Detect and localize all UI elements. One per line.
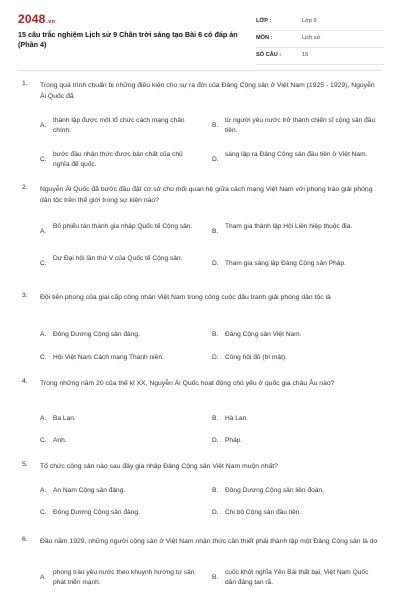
meta-value: Lịch sử xyxy=(302,35,321,41)
option-letter: A. xyxy=(40,487,47,494)
option-text: Bỏ phiếu tán thành gia nhập Quốc tế Cộng sản. xyxy=(53,223,193,230)
meta-row-subject xyxy=(256,31,384,48)
option-text: Đông Dương Cộng sản đảng. xyxy=(53,509,140,516)
question-number: 5. xyxy=(22,461,28,468)
meta-label: SỐ CÂU : xyxy=(256,52,282,58)
option-text: Tham gia sáng lập Đảng Cộng sản Pháp. xyxy=(225,260,346,267)
option-letter: C. xyxy=(40,509,47,516)
option-text: Đảng Cộng sản Việt Nam. xyxy=(225,331,302,338)
option-letter: C. xyxy=(40,437,47,444)
option-text: thành lập được một tổ chức cách mạng chân chính. xyxy=(53,117,185,134)
option-text: Hà Lan. xyxy=(225,415,249,422)
option-text: cuộc khởi nghĩa Yên Bái thất bại, Việt Nam Quốc dân đảng tan rã. xyxy=(225,569,369,586)
header-divider xyxy=(18,70,382,71)
option-text: Anh. xyxy=(53,437,67,444)
question-text: Nguyễn Ái Quốc đã bước đầu đặt cơ sở cho mối quan hệ giữa cách mạng Việt Nam với phong trào giải phóng dân tộc trên thế giới trong sự kiện nào? xyxy=(40,186,373,204)
question-text: Trong những năm 20 của thế kỉ XX, Nguyễn Ái Quốc hoạt động chủ yếu ở quốc gia châu Âu nào? xyxy=(40,380,335,387)
document-header xyxy=(18,10,384,62)
option-letter: A. xyxy=(40,122,47,129)
question-number: 6. xyxy=(22,536,28,543)
meta-panel xyxy=(256,14,384,65)
question-text: Tổ chức cộng sản nào sau đây gia nhập Đảng Cộng sản Việt Nam muộn nhất? xyxy=(40,463,278,470)
option-letter: B. xyxy=(212,331,219,338)
option-letter: D. xyxy=(212,509,219,516)
option-text: phong trào yêu nước theo khuynh hướng tư sản phát triển mạnh. xyxy=(53,569,195,586)
logo-main: 2048 xyxy=(18,12,46,26)
document-title: 15 câu trắc nghiệm Lịch sử 9 Chân trời sáng tạo Bài 6 có đáp án (Phần 4) xyxy=(18,30,238,49)
option-text: Công hội đỏ (bí mật). xyxy=(225,354,287,361)
option-letter: A. xyxy=(40,415,47,422)
meta-value: Lớp 9 xyxy=(302,18,317,24)
option-text: từ người yêu nước trở thành chiến sĩ cộng sản đầu tiên. xyxy=(225,117,376,134)
option-letter: B. xyxy=(212,487,219,494)
option-text: Pháp. xyxy=(225,437,243,444)
option-letter: D. xyxy=(212,437,219,444)
option-text: Dự Đại hội lần thứ V của Quốc tế Cộng sản. xyxy=(53,255,183,262)
option-letter: A. xyxy=(40,574,47,581)
meta-row-class xyxy=(256,14,384,31)
option-text: Hội Việt Nam Cách mạng Thanh niên. xyxy=(53,354,164,361)
option-letter: D. xyxy=(212,156,219,163)
option-letter: A. xyxy=(40,228,47,235)
option-text: Đông Dương Cộng sản liên đoàn. xyxy=(225,487,324,494)
question-text: Trong quá trình chuẩn bị những điều kiện cho sự ra đời của Đảng Cộng sản ở Việt Nam (1925 - 1929), Nguyễn Ái Quốc đã xyxy=(40,82,375,100)
question-number: 3. xyxy=(22,292,28,299)
meta-label: LỚP : xyxy=(256,18,272,24)
option-letter: A. xyxy=(40,331,47,338)
option-letter: D. xyxy=(212,260,219,267)
question-text: Đội tiên phong của giai cấp công nhân Việt Nam trong công cuộc đấu tranh giải phóng dân tộc là xyxy=(40,294,331,301)
option-letter: D. xyxy=(212,354,219,361)
option-letter: B. xyxy=(212,228,219,235)
option-letter: C. xyxy=(40,354,47,361)
option-text: bước đầu nhận thức được bản chất của chủ nghĩa đế quốc. xyxy=(53,151,183,168)
option-text: Đông Dương Cộng sản đảng. xyxy=(53,331,140,338)
logo-suffix: .vn xyxy=(46,19,56,25)
option-letter: B. xyxy=(212,415,219,422)
question-number: 4. xyxy=(22,378,28,385)
option-text: Tham gia thành lập Hội Liên hiệp thuộc địa. xyxy=(225,223,353,230)
site-logo[interactable] xyxy=(18,12,55,26)
meta-label: MÔN : xyxy=(256,35,273,41)
meta-value: 15 xyxy=(302,52,309,58)
option-text: Ba Lan. xyxy=(53,415,76,422)
option-letter: C. xyxy=(40,260,47,267)
option-text: An Nam Cộng sản đảng. xyxy=(53,487,126,494)
option-letter: B. xyxy=(212,122,219,129)
question-number: 1. xyxy=(22,80,28,87)
option-text: Chi bộ Cộng sản đầu tiên. xyxy=(225,509,302,516)
option-text: sáng lập ra Đảng Cộng sản đầu tiên ở Việt Nam. xyxy=(225,151,368,158)
option-letter: B. xyxy=(212,574,219,581)
question-text: Đầu năm 1929, những người cộng sản ở Việt Nam nhận thức cần thiết phải thành lập một Đảng Cộng sản là do xyxy=(40,538,378,545)
option-letter: C. xyxy=(40,156,47,163)
meta-row-count xyxy=(256,48,384,65)
question-number: 2. xyxy=(22,184,28,191)
